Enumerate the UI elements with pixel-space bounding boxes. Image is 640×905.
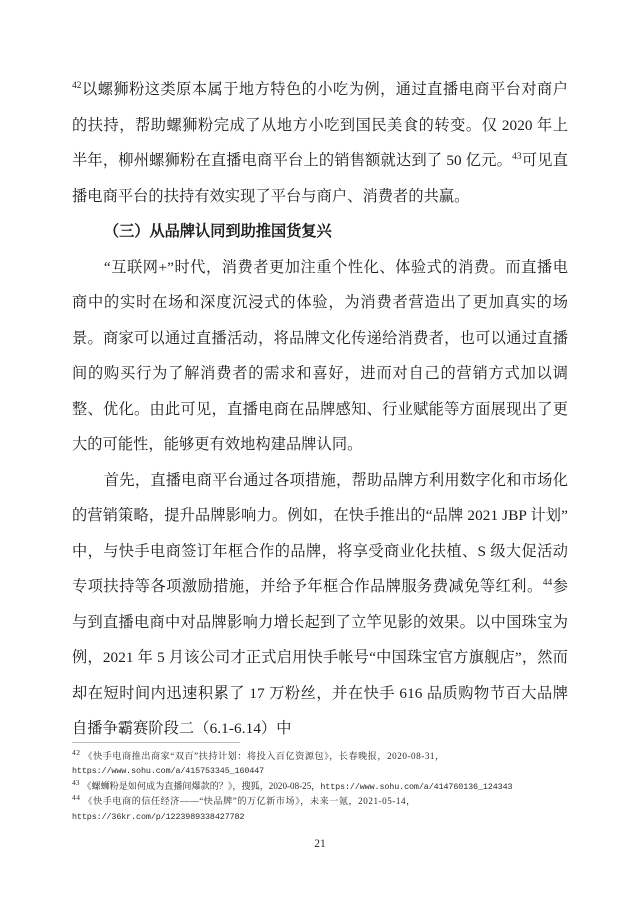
footnote-area [72,742,568,825]
section-heading: （三）从品牌认同到助推国货复兴 [103,223,332,240]
paragraph-3 [72,463,568,747]
paragraph-1-text-a: 以螺狮粉这类原本属于地方特色的小吃为例，通过直播电商平台对商户的扶持，帮助螺狮粉完成了从地方小吃到国民美食的转变。仅 2020 年上半年，柳州螺狮粉在直播电商平台上的销售额就达到了 50 亿元。 [72,81,568,169]
paragraph-1-text-b: 可见直播电商平台的扶持有效实现了平台与商户、消费者的共赢。 [72,152,568,205]
footnote-number: 42 [72,747,81,757]
footnote-url-line [72,764,568,778]
footnote-url[interactable]: https://36kr.com/p/1223989338427782 [72,811,245,822]
footnote-ref-44[interactable]: 44 [542,577,553,588]
footnote-url-line [72,810,568,824]
paragraph-2: “互联网+”时代，消费者更加注重个性化、体验式的消费。而直播电商中的实时在场和深度沉浸式的体验，为消费者营造出了更加真实的场景。商家可以通过直播活动，将品牌文化传递给消费者，也可以通过直播间的购买行为了解消费者的需求和喜好，进而对自己的营销方式加以调整、优化。由此可见，直播电商在品牌感知、行业赋能等方面展现出了更大的可能性，能够更有效地构建品牌认同。 [72,258,568,453]
footnote-separator [72,742,240,743]
paragraph-continuation [72,72,568,214]
footnote-url[interactable]: https://www.sohu.com/a/414760136_124343 [320,781,513,792]
footnote-ref-42[interactable]: 42 [72,80,82,91]
footnote-url[interactable]: https://www.sohu.com/a/415753345_160447 [72,766,265,777]
paragraph-3-text-b: 参与到直播电商中对品牌影响力增长起到了立竿见影的效果。以中国珠宝为例，2021 年 5 月该公司才正式启用快手帐号“中国珠宝官方旗舰店”，然而却在短时间内迅速积累了 17 万粉丝，并在快手 616 品质购物节百大品牌自播争霸赛阶段二（6.1-6.14）中 [72,578,569,737]
footnote-item [72,777,568,794]
footnote-item [72,795,568,808]
footnote-text: 《快手电商的信任经济——“快品牌”的万亿新市场》，未来一氪，2021-05-14， [83,796,416,807]
footnote-item [72,747,568,763]
footnote-ref-43[interactable]: 43 [512,151,522,162]
footnote-number: 43 [72,777,80,787]
footnote-text: 《快手电商推出商家“双百”扶持计划：将投入百亿资源包》，长春晚报，2020-08-31， [83,751,445,761]
paragraph-3-text-a: 首先，直播电商平台通过各项措施，帮助品牌方利用数字化和市场化的营销策略，提升品牌影响力。例如，在快手推出的“品牌 2021 JBP 计划”中，与快手电商签订年框合作的品牌，将享受商业化扶植、S 级大促活动专项扶持等各项激励措施，并给予年框合作品牌服务费减免等红利。 [72,471,568,595]
footnote-text: 《螺蛳粉是如何成为直播间爆款的？》，搜狐，2020-08-25， [82,780,321,791]
footnote-number: 44 [72,793,81,803]
page-number: 21 [314,838,326,850]
page-content [72,72,568,747]
